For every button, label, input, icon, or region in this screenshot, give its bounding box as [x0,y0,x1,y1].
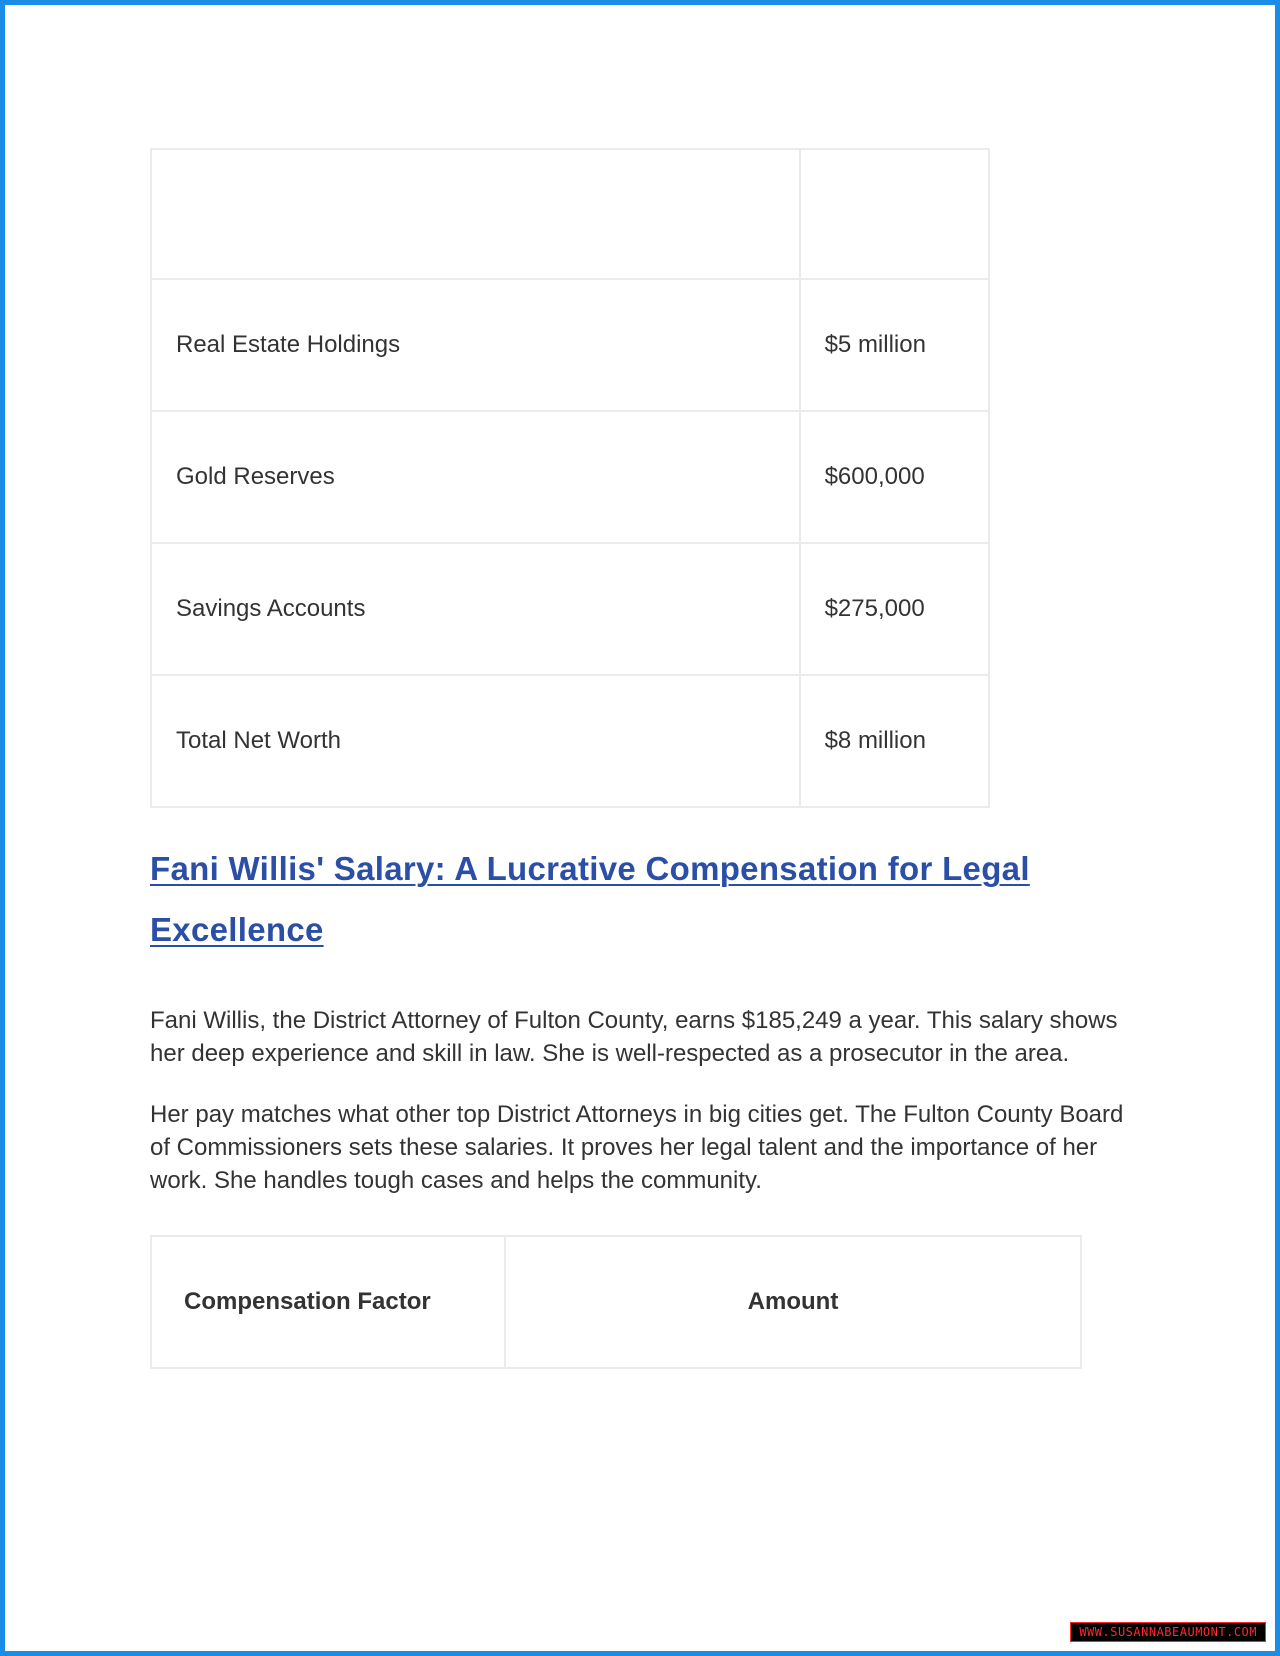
watermark: WWW.SUSANNABEAUMONT.COM [1070,1622,1266,1642]
table-row [151,279,989,411]
table-row [151,149,989,279]
table-row [151,411,989,543]
table-cell-label: Gold Reserves [151,411,800,543]
table-cell-label: Real Estate Holdings [151,279,800,411]
table-row [151,675,989,807]
net-worth-table [150,148,990,808]
table-cell-value: $275,000 [800,543,989,675]
salary-section-heading-link[interactable]: Fani Willis' Salary: A Lucrative Compensation for Legal Excellence [150,850,1030,948]
salary-paragraph-1: Fani Willis, the District Attorney of Fulton County, earns $185,249 a year. This salary shows her deep experience and skill in law. She is well-respected as a prosecutor in the area. [150,1007,1118,1067]
table-cell-value: $5 million [800,279,989,411]
table-cell-label: Total Net Worth [151,675,800,807]
table-cell-label [151,149,800,279]
table-cell-value: $600,000 [800,411,989,543]
article-content [150,148,1140,1369]
compensation-table [150,1235,1082,1369]
column-header-compensation-factor: Compensation Factor [151,1236,505,1368]
table-cell-value [800,149,989,279]
table-row [151,543,989,675]
salary-paragraph-2: Her pay matches what other top District Attorneys in big cities get. The Fulton County Board of Commissioners sets these salaries. It proves her legal talent and the importance of her work. She handles tough cases and helps the community. [150,1101,1124,1194]
table-cell-value: $8 million [800,675,989,807]
table-cell-label: Savings Accounts [151,543,800,675]
table-header-row [151,1236,1081,1368]
column-header-amount: Amount [505,1236,1081,1368]
